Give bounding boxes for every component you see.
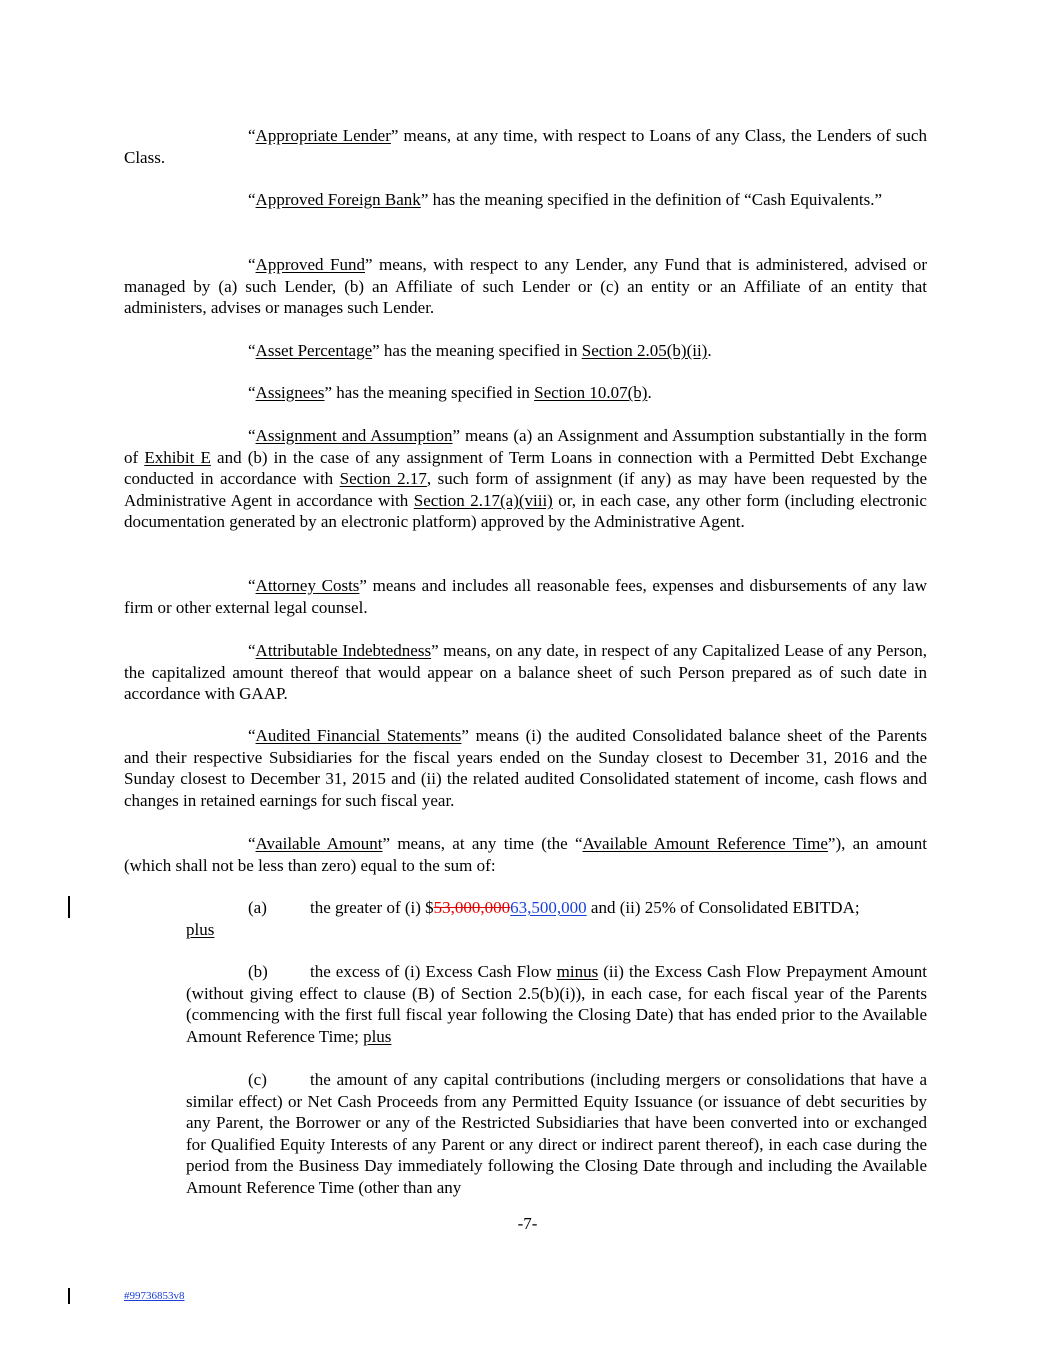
definition-asset-percentage: “Asset Percentage” has the meaning specified in Section 2.05(b)(ii). [248,341,712,360]
defined-term: Available Amount Reference Time [582,834,828,853]
plus-connector: plus [363,1026,392,1046]
change-bar [68,1288,70,1304]
clause-c: (c) the amount of any capital contributions (including mergers or consolidations that have a similar effect) or Net Cash Proceeds from any Permitted Equity Issuance (or issuance of debt securities by any Parent, the Borrower or any of the Restricted Subsidiaries that have been converted into or exchanged for Qualified Equity Interests of any Parent or any direct or indirect parent thereof), in each case during the period from the Business Day immediately following the Closing Date through and including the Available Amount Reference Time (other than any [186,1070,927,1197]
change-bar [68,896,70,918]
clause-b: (b) the excess of (i) Excess Cash Flow minus (ii) the Excess Cash Flow Prepayment Amount (without giving effect to clause (B) of Section 2.5(b)(i)), in each case, for each fiscal year of the Parents (commencing with the first full fiscal year following the Closing Date) that has ended prior to the Available Amount Reference Time; plus [186,962,927,1046]
defined-term: Assignment and Assumption [255,426,453,445]
definition-appropriate-lender: “Appropriate Lender” means, at any time, with respect to Loans of any Class, the Lenders of such Class. [124,126,927,167]
defined-term: Attorney Costs [255,576,360,595]
definition-audited-financial-statements: “Audited Financial Statements” means (i) the audited Consolidated balance sheet of the Parents and their respective Subsidiaries for the fiscal years ended on the Sunday closest to December 31, 2016 and the Sunday closest to December 31, 2015 and (ii) the related audited Consolidated statement of income, cash flows and changes in retained earnings for such fiscal year. [124,726,927,810]
defined-term: Attributable Indebtedness [255,641,432,660]
section-reference: Section 2.17(a)(viii) [413,490,553,510]
defined-term: Approved Fund [255,255,365,274]
deleted-text: 53,000,000 [433,898,511,917]
defined-term: Approved Foreign Bank [255,190,421,209]
definition-assignees: “Assignees” has the meaning specified in Section 10.07(b). [248,383,652,402]
defined-term: Available Amount [255,834,383,853]
exhibit-reference: Exhibit E [144,447,211,467]
definition-attorney-costs: “Attorney Costs” means and includes all reasonable fees, expenses and disbursements of any law firm or other external legal counsel. [124,576,927,617]
minus-connector: minus [556,962,599,981]
definition-assignment-and-assumption: “Assignment and Assumption” means (a) an Assignment and Assumption substantially in the form of Exhibit E and (b) in the case of any assignment of Term Loans in connection with a Permitted Debt Exchange conducted in accordance with Section 2.17, such form of assignment (if any) as may have been requested by the Administrative Agent in accordance with Section 2.17(a)(viii) or, in each case, any other form (including electronic documentation generated by an electronic platform) approved by the Administrative Agent. [124,426,928,532]
defined-term: Asset Percentage [255,341,373,360]
page-number: -7- [517,1214,538,1233]
defined-term: Assignees [255,383,325,402]
clause-label: (b) [248,962,268,981]
clause-label: (a) [248,898,267,917]
document-id-link[interactable]: #99736853v8 [124,1290,185,1302]
defined-term: Appropriate Lender [255,126,391,145]
defined-term: Audited Financial Statements [255,726,462,745]
definition-available-amount: “Available Amount” means, at any time (the “Available Amount Reference Time”), an amount (which shall not be less than zero) equal to the sum of: [124,834,928,875]
plus-connector: plus [186,919,215,939]
inserted-text: 63,500,000 [510,898,587,917]
section-reference: Section 2.17 [339,469,427,489]
clause-label: (c) [248,1070,267,1089]
definition-attributable-indebtedness: “Attributable Indebtedness” means, on any date, in respect of any Capitalized Lease of any Person, the capitalized amount thereof that would appear on a balance sheet of such Person prepared as of such date in accordance with GAAP. [124,641,927,704]
definition-approved-foreign-bank: “Approved Foreign Bank” has the meaning specified in the definition of “Cash Equivalents.” [248,190,883,209]
definition-approved-fund: “Approved Fund” means, with respect to any Lender, any Fund that is administered, advised or managed by (a) such Lender, (b) an Affiliate of such Lender or (c) an entity or an Affiliate of an entity that administers, advises or manages such Lender. [124,255,927,318]
section-reference: Section 2.05(b)(ii) [581,341,708,360]
section-reference: Section 10.07(b) [534,383,648,402]
clause-a: (a) the greater of (i) $53,000,00063,500,000 and (ii) 25% of Consolidated EBITDA; plus [186,898,860,939]
